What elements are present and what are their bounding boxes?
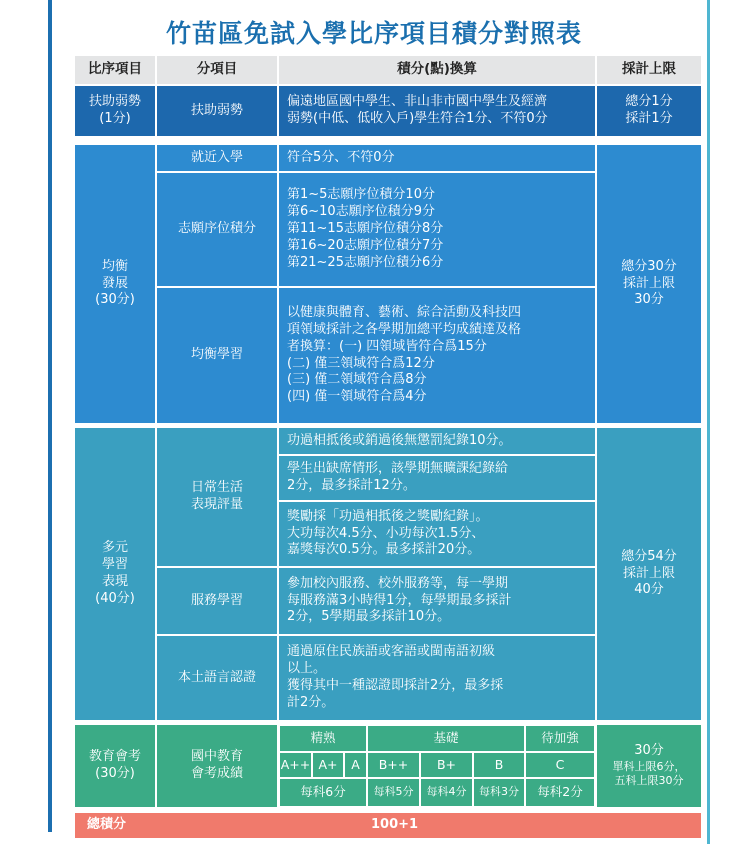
sub-balanced-learning: 均衡學習: [157, 288, 277, 423]
exam-group-proficient: 精熟: [279, 725, 367, 752]
exam-group-needs-improvement: 待加強: [525, 725, 595, 752]
desc-balanced-learning: 以健康與體育、藝術、綜合活動及科技四 項領域採計之各學期加總平均成績達及格 者換算：(一) 四領域皆符合爲15分 (二) 僅三領域符合爲12分 (三) 僅二領域符合爲8分 (四) 僅一領域符合爲4分: [279, 288, 595, 423]
limit-diverse: 總分54分 採計上限 40分: [597, 428, 701, 720]
exam-points-b-plus: 每科4分: [420, 778, 473, 807]
total-bar: [75, 813, 701, 838]
page-title: 竹苗區免試入學比序項目積分對照表: [165, 19, 582, 48]
limit-exam-detail: 單科上限6分， 五科上限30分: [612, 760, 686, 788]
exam-grade-b-plus-plus: B++: [367, 752, 420, 778]
desc-native-language: 通過原住民族語或客語或閩南語初級 以上。 獲得其中一種認證即採計2分，最多採 計2分。: [279, 636, 595, 720]
sub-daily-life: 日常生活 表現評量: [157, 428, 277, 566]
total-value: 100+1: [371, 817, 419, 833]
exam-grade-b-plus: B+: [420, 752, 473, 778]
total-label: 總積分: [87, 817, 127, 833]
header-rank-item: 比序項目: [75, 56, 155, 84]
limit-exam-main: 30分: [634, 743, 664, 759]
exam-grade-grid: [279, 725, 595, 807]
sub-native-language: 本土語言認證: [157, 636, 277, 720]
category-balanced: 均衡 發展 (30分): [75, 145, 155, 423]
exam-points-b: 每科3分: [473, 778, 525, 807]
exam-points-b-plus-plus: 每科5分: [367, 778, 420, 807]
desc-wish-order: 第1~5志願序位積分10分 第6~10志願序位積分9分 第11~15志願序位積分8分 第16~20志願序位積分7分 第21~25志願序位積分6分: [279, 173, 595, 286]
exam-points-c: 每科2分: [525, 778, 595, 807]
limit-disadvantaged: 總分1分 採計1分: [597, 86, 701, 136]
exam-grade-c: C: [525, 752, 595, 778]
exam-points-a: 每科6分: [279, 778, 367, 807]
category-disadvantaged: 扶助弱勢 (1分): [75, 86, 155, 136]
sub-exam: 國中教育 會考成績: [157, 725, 277, 807]
limit-exam: [597, 725, 701, 807]
category-diverse: 多元 學習 表現 (40分): [75, 428, 155, 720]
exam-grade-a: A: [344, 752, 367, 778]
sub-service: 服務學習: [157, 568, 277, 634]
exam-grade-b: B: [473, 752, 525, 778]
limit-balanced: 總分30分 採計上限 30分: [597, 145, 701, 423]
exam-group-basic: 基礎: [367, 725, 525, 752]
sub-nearby: 就近入學: [157, 145, 277, 171]
sub-disadvantaged: 扶助弱勢: [157, 86, 277, 136]
left-border: [48, 0, 52, 832]
desc-daily-2: 學生出缺席情形，該學期無曠課紀錄給 2分，最多採計12分。: [279, 456, 595, 500]
sub-wish-order: 志願序位積分: [157, 173, 277, 286]
desc-daily-3: 獎勵採「功過相抵後之獎勵紀錄」。 大功每次4.5分、小功每次1.5分、 嘉獎每次0.5分。最多採計20分。: [279, 502, 595, 566]
header-limit: 採計上限: [597, 56, 701, 84]
desc-daily-1: 功過相抵後或銷過後無懲罰紀錄10分。: [279, 428, 595, 454]
right-border: [707, 0, 710, 844]
desc-nearby: 符合5分、不符0分: [279, 145, 595, 171]
header-conversion: 積分(點)換算: [279, 56, 595, 84]
exam-grade-a-plus-plus: A++: [279, 752, 312, 778]
desc-disadvantaged: 偏遠地區國中學生、非山非市國中學生及經濟 弱勢(中低、低收入戶)學生符合1分、不符0分: [279, 86, 595, 136]
desc-service: 參加校內服務、校外服務等，每一學期 每服務滿3小時得1分，每學期最多採計 2分，5學期最多採計10分。: [279, 568, 595, 634]
exam-grade-a-plus: A+: [312, 752, 344, 778]
header-sub-item: 分項目: [157, 56, 277, 84]
category-exam: 教育會考 (30分): [75, 725, 155, 807]
